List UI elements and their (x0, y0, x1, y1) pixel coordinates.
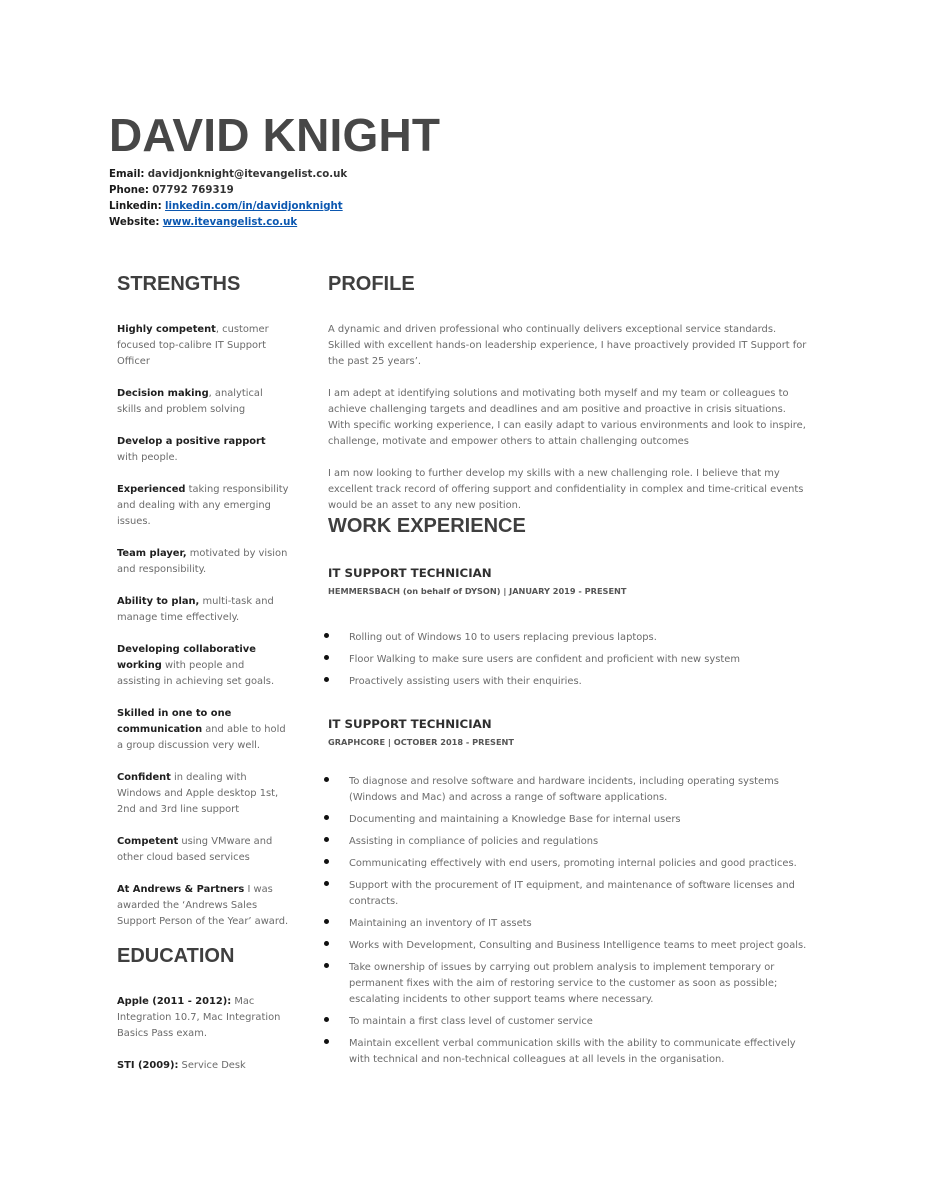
email-label: Email: (109, 169, 145, 180)
list-item: Proactively assisting users with their enquiries. (320, 674, 810, 690)
strength-item: Skilled in one to one communication and able to hold a group discussion very well. (117, 708, 286, 751)
education-list (117, 994, 289, 1090)
list-item: Documenting and maintaining a Knowledge Base for internal users (320, 812, 810, 828)
contact-details (109, 167, 347, 231)
strength-item: Ability to plan, multi-task and manage time effectively. (117, 596, 274, 623)
job-title: IT SUPPORT TECHNICIAN (328, 717, 492, 731)
candidate-name: DAVID KNIGHT (109, 109, 441, 161)
strength-item: Develop a positive rapport with people. (117, 436, 266, 463)
education-heading: EDUCATION (117, 945, 235, 967)
job-company: GRAPHCORE | OCTOBER 2018 - PRESENT (328, 737, 514, 747)
strengths-list (117, 322, 289, 946)
profile-paragraph: I am adept at identifying solutions and motivating both myself and my team or colleagues to achieve challenging targets and deadlines and am positive and proactive in crisis situations. With specific working experience, I can easily adapt to various environments and look to inspire, challenge, motivate and empower others to attain challenging outcomes (328, 388, 806, 447)
job-bullets (320, 774, 810, 1068)
job-title: IT SUPPORT TECHNICIAN (328, 566, 492, 580)
phone-value: 07792 769319 (152, 185, 234, 196)
strength-item: Competent using VMware and other cloud based services (117, 836, 273, 863)
website-link[interactable]: www.itevangelist.co.uk (162, 217, 298, 228)
website-label: Website: (109, 217, 160, 228)
list-item: Assisting in compliance of policies and regulations (320, 834, 810, 850)
website-row (109, 215, 347, 231)
list-item: To maintain a first class level of customer service (320, 1014, 810, 1030)
list-item: Maintaining an inventory of IT assets (320, 916, 810, 932)
list-item: To diagnose and resolve software and hardware incidents, including operating systems (Windows and Mac) and across a range of software applications. (320, 774, 810, 806)
list-item: Take ownership of issues by carrying out problem analysis to implement temporary or permanent fixes with the aim of restoring service to the customer as soon as possible; escalating incidents to other support teams where necessary. (320, 960, 810, 1008)
phone-label: Phone: (109, 185, 149, 196)
linkedin-link[interactable]: linkedin.com/in/davidjonknight (165, 201, 343, 212)
linkedin-label: Linkedin: (109, 201, 162, 212)
profile-heading: PROFILE (328, 273, 415, 295)
phone-row (109, 183, 347, 199)
linkedin-row (109, 199, 347, 215)
profile-paragraph: A dynamic and driven professional who continually delivers exceptional service standards. Skilled with excellent hands-on leadership experience, I have proactively provided IT Support for the past 25 years’. (328, 324, 807, 367)
list-item: Floor Walking to make sure users are confident and proficient with new system (320, 652, 810, 668)
list-item: Communicating effectively with end users, promoting internal policies and good practices. (320, 856, 810, 872)
education-item: STI (2009): Service Desk (117, 1060, 246, 1071)
work-experience-heading: WORK EXPERIENCE (328, 515, 526, 537)
profile-paragraph: I am now looking to further develop my skills with a new challenging role. I believe that my excellent track record of offering support and confidentiality in complex and time-critical events would be an asset to any new position. (328, 468, 804, 511)
strengths-heading: STRENGTHS (117, 273, 241, 295)
profile-text (328, 322, 808, 530)
strength-item: At Andrews & Partners I was awarded the ‘Andrews Sales Support Person of the Year’ award. (117, 884, 289, 927)
list-item: Works with Development, Consulting and Business Intelligence teams to meet project goals. (320, 938, 810, 954)
strength-item: Highly competent, customer focused top-calibre IT Support Officer (117, 324, 269, 367)
job-bullets (320, 630, 810, 690)
email-row (109, 167, 347, 183)
strength-item: Experienced taking responsibility and dealing with any emerging issues. (117, 484, 289, 527)
strength-item: Decision making, analytical skills and problem solving (117, 388, 263, 415)
list-item: Support with the procurement of IT equipment, and maintenance of software licenses and contracts. (320, 878, 810, 910)
list-item: Maintain excellent verbal communication skills with the ability to communicate effectively with technical and non-technical colleagues at all levels in the organisation. (320, 1036, 810, 1068)
education-item: Apple (2011 - 2012): Mac Integration 10.7, Mac Integration Basics Pass exam. (117, 996, 281, 1039)
job-company: HEMMERSBACH (on behalf of DYSON) | JANUARY 2019 - PRESENT (328, 586, 627, 596)
email-value: davidjonknight@itevangelist.co.uk (147, 169, 348, 180)
strength-item: Developing collaborative working with people and assisting in achieving set goals. (117, 644, 275, 687)
strength-item: Team player, motivated by vision and responsibility. (117, 548, 288, 575)
strength-item: Confident in dealing with Windows and Apple desktop 1st, 2nd and 3rd line support (117, 772, 279, 815)
list-item: Rolling out of Windows 10 to users replacing previous laptops. (320, 630, 810, 646)
